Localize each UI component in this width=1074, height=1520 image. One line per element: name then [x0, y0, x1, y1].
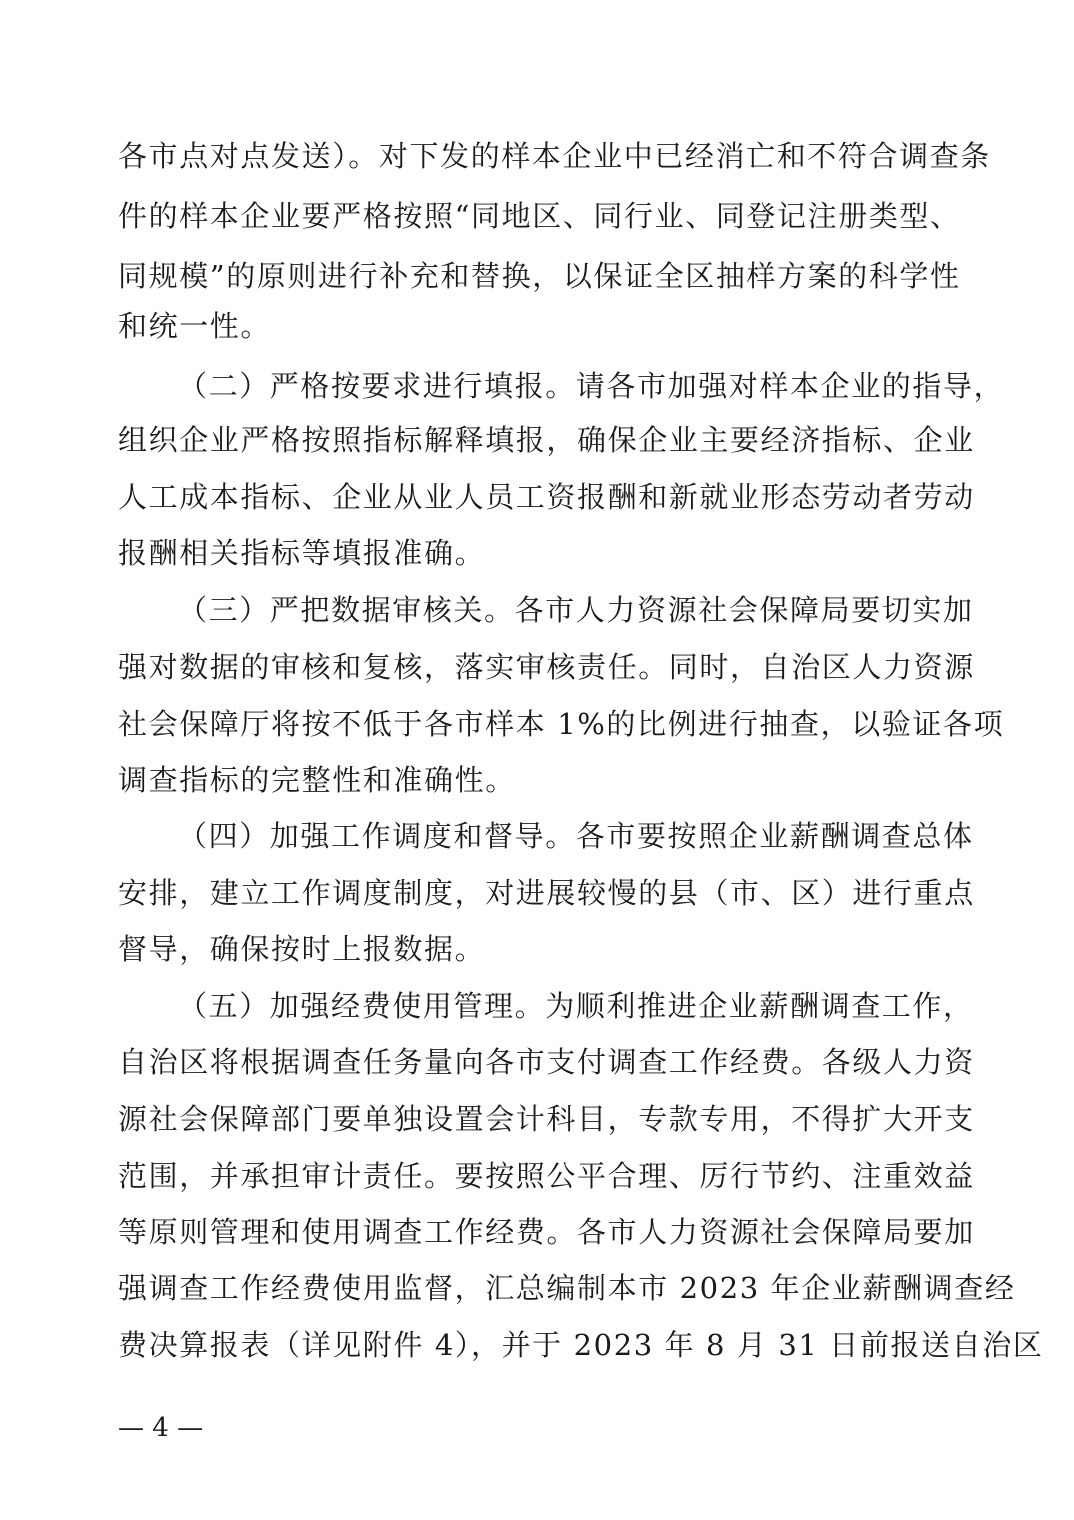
paragraph-3-line-2: 强对数据的审核和复核，落实审核责任。同时，自治区人力资源 — [118, 650, 975, 684]
paragraph-3-line-1: （三）严把数据审核关。各市人力资源社会保障局要切实加 — [178, 593, 974, 627]
paragraph-4-line-3: 督导，确保按时上报数据。 — [118, 932, 486, 966]
paragraph-2-line-3: 人工成本指标、企业从业人员工资报酬和新就业形态劳动者劳动 — [118, 480, 975, 514]
paragraph-3-line-4: 调查指标的完整性和准确性。 — [118, 763, 516, 797]
paragraph-5-line-2: 自治区将根据调查任务量向各市支付调查工作经费。各级人力资 — [118, 1045, 975, 1079]
paragraph-1-line-2: 件的样本企业要严格按照“同地区、同行业、同登记注册类型、 — [118, 199, 961, 233]
paragraph-1-line-4: 和统一性。 — [118, 309, 272, 343]
paragraph-4-line-1: （四）加强工作调度和督导。各市要按照企业薪酬调查总体 — [178, 819, 974, 853]
paragraph-1-line-3: 同规模”的原则进行补充和替换，以保证全区抽样方案的科学性 — [118, 259, 961, 293]
paragraph-5-line-5: 等原则管理和使用调查工作经费。各市人力资源社会保障局要加 — [118, 1215, 975, 1249]
paragraph-5-line-4: 范围，并承担审计责任。要按照公平合理、厉行节约、注重效益 — [118, 1159, 975, 1193]
paragraph-1-line-1: 各市点对点发送）。对下发的样本企业中已经消亡和不符合调查条 — [118, 139, 991, 173]
paragraph-5-line-1: （五）加强经费使用管理。为顺利推进企业薪酬调查工作， — [178, 989, 974, 1023]
page-number: — 4 — — [118, 1413, 204, 1443]
paragraph-5-line-6: 强调查工作经费使用监督，汇总编制本市 2023 年企业薪酬调查经 — [118, 1271, 1016, 1305]
paragraph-2-line-4: 报酬相关指标等填报准确。 — [118, 536, 486, 570]
paragraph-2-line-1: （二）严格按要求进行填报。请各市加强对样本企业的指导， — [178, 369, 1005, 403]
paragraph-5-line-3: 源社会保障部门要单独设置会计科目，专款专用，不得扩大开支 — [118, 1102, 975, 1136]
paragraph-4-line-2: 安排，建立工作调度制度，对进展较慢的县（市、区）进行重点 — [118, 876, 975, 910]
paragraph-2-line-2: 组织企业严格按照指标解释填报，确保企业主要经济指标、企业 — [118, 423, 975, 457]
paragraph-5-line-7: 费决算报表（详见附件 4），并于 2023 年 8 月 31 日前报送自治区 — [118, 1328, 1044, 1362]
paragraph-3-line-3: 社会保障厅将按不低于各市样本 1%的比例进行抽查，以验证各项 — [118, 707, 1005, 741]
